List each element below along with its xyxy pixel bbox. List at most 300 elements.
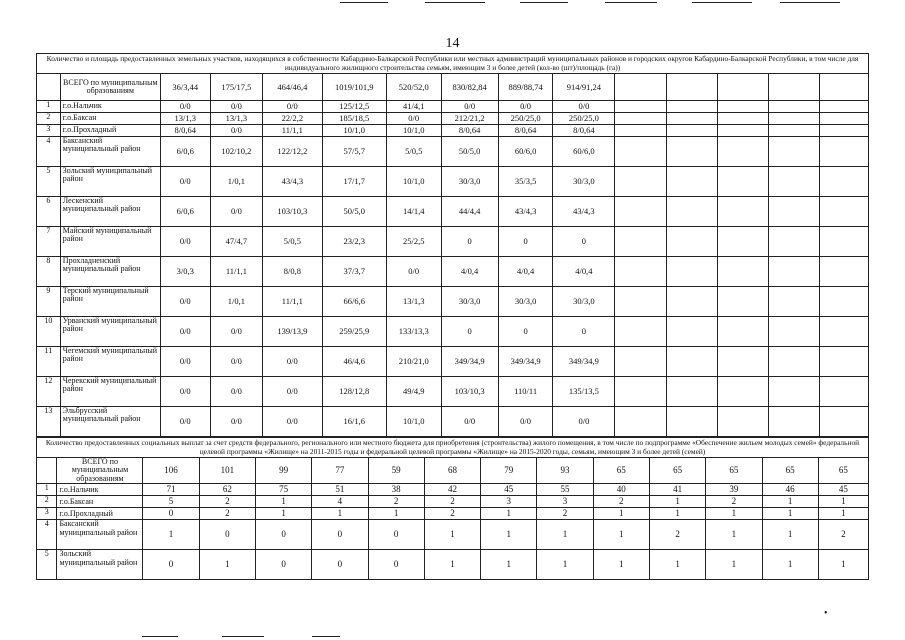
page-number: 14	[445, 36, 460, 51]
value-cell: 0/0	[441, 101, 498, 113]
municipality-name: Урванский муниципальный район	[60, 317, 160, 347]
value-cell: 2	[199, 508, 255, 520]
value-cell: 38	[368, 484, 424, 496]
value-cell: 46/4,6	[322, 347, 386, 377]
value-cell: 0/0	[386, 257, 441, 287]
value-cell	[820, 101, 869, 113]
row-number: 3	[37, 125, 61, 137]
value-cell: 0	[143, 550, 199, 580]
value-cell	[768, 101, 819, 113]
value-cell: 1	[762, 550, 818, 580]
value-cell: 1	[143, 520, 199, 550]
value-cell: 122/12,2	[263, 137, 323, 167]
municipality-name: г.о.Прохладный	[57, 508, 143, 520]
value-cell: 0/0	[160, 347, 210, 377]
value-cell: 0/0	[263, 407, 323, 437]
value-cell: 135/13,5	[553, 377, 615, 407]
value-cell: 0/0	[498, 407, 553, 437]
value-cell: 6/0,6	[160, 137, 210, 167]
total-value-cell: 175/17,5	[210, 74, 262, 101]
value-cell	[615, 113, 666, 125]
value-cell	[666, 113, 717, 125]
row-number: 4	[37, 137, 61, 167]
top-rule	[340, 2, 388, 3]
bottom-rule	[222, 636, 264, 637]
bottom-rule	[142, 636, 178, 637]
value-cell: 1	[424, 520, 480, 550]
value-cell: 1	[424, 550, 480, 580]
total-value-cell: 520/52,0	[386, 74, 441, 101]
value-cell	[666, 347, 717, 377]
value-cell: 71	[143, 484, 199, 496]
value-cell: 55	[537, 484, 593, 496]
value-cell: 17/1,7	[322, 167, 386, 197]
value-cell: 0	[143, 508, 199, 520]
value-cell: 4/0,4	[498, 257, 553, 287]
value-cell	[717, 167, 768, 197]
value-cell	[717, 137, 768, 167]
value-cell: 1	[649, 496, 705, 508]
value-cell: 0/0	[441, 407, 498, 437]
value-cell: 133/13,3	[386, 317, 441, 347]
value-cell: 46	[762, 484, 818, 496]
value-cell: 11/1,1	[263, 287, 323, 317]
value-cell: 25/2,5	[386, 227, 441, 257]
value-cell: 10/1,0	[386, 125, 441, 137]
table-row	[37, 550, 869, 580]
value-cell: 102/10,2	[210, 137, 262, 167]
value-cell: 47/4,7	[210, 227, 262, 257]
row-number: 5	[37, 550, 57, 580]
value-cell	[820, 377, 869, 407]
municipality-name: Баксанский муниципальный район	[57, 520, 143, 550]
total-value-cell: 101	[199, 458, 255, 484]
municipality-name: г.о.Прохладный	[60, 125, 160, 137]
value-cell	[768, 113, 819, 125]
total-value-cell: 99	[255, 458, 311, 484]
table-row	[37, 407, 869, 437]
value-cell: 50/5,0	[441, 137, 498, 167]
value-cell: 0	[199, 520, 255, 550]
bottom-rule	[312, 636, 340, 637]
value-cell: 0	[553, 317, 615, 347]
value-cell	[717, 287, 768, 317]
value-cell	[615, 377, 666, 407]
value-cell	[717, 113, 768, 125]
value-cell: 4/0,4	[441, 257, 498, 287]
value-cell: 2	[818, 520, 868, 550]
top-rule	[520, 2, 568, 3]
value-cell	[666, 287, 717, 317]
value-cell: 0/0	[553, 101, 615, 113]
value-cell	[615, 125, 666, 137]
value-cell: 30/3,0	[441, 167, 498, 197]
total-label: ВСЕГО по муниципальным образованиям	[60, 74, 160, 101]
value-cell: 8/0,64	[441, 125, 498, 137]
value-cell: 3	[537, 496, 593, 508]
value-cell: 30/3,0	[441, 287, 498, 317]
total-value-cell	[768, 74, 819, 101]
value-cell: 349/34,9	[498, 347, 553, 377]
value-cell: 0	[498, 227, 553, 257]
value-cell	[666, 407, 717, 437]
value-cell: 0/0	[210, 125, 262, 137]
row-number: 6	[37, 197, 61, 227]
land-plots-table	[36, 53, 869, 437]
value-cell: 0	[312, 520, 368, 550]
value-cell: 0	[441, 317, 498, 347]
social-payments-table	[36, 437, 869, 580]
value-cell: 1	[818, 550, 868, 580]
table-row	[37, 113, 869, 125]
value-cell: 60/6,0	[553, 137, 615, 167]
table-row	[37, 257, 869, 287]
value-cell	[666, 167, 717, 197]
value-cell: 139/13,9	[263, 317, 323, 347]
value-cell	[615, 407, 666, 437]
value-cell: 0/0	[210, 377, 262, 407]
row-number: 13	[37, 407, 61, 437]
total-value-cell: 889/88,74	[498, 74, 553, 101]
municipality-name: Зольский муниципальный район	[60, 167, 160, 197]
value-cell: 2	[368, 496, 424, 508]
value-cell	[768, 137, 819, 167]
value-cell: 0/0	[160, 287, 210, 317]
value-cell	[820, 167, 869, 197]
value-cell: 5/0,5	[263, 227, 323, 257]
scan-mark: •	[824, 608, 828, 619]
value-cell	[717, 227, 768, 257]
value-cell	[717, 197, 768, 227]
value-cell: 41/4,1	[386, 101, 441, 113]
municipality-name: г.о.Нальчик	[60, 101, 160, 113]
total-value-cell: 79	[481, 458, 537, 484]
value-cell: 66/6,6	[322, 287, 386, 317]
value-cell: 0/0	[160, 377, 210, 407]
value-cell: 0	[553, 227, 615, 257]
total-value-cell: 1019/101,9	[322, 74, 386, 101]
table-header: Количество и площадь предоставленных земельных участков, находящихся в собственности Кабардино-Балкарской Республики или местных администраций муниципальных районов и городских округов Кабардино-Балкарской Республики, в том числе для индивидуального жилищного строительства семьям, имеющим 3 и более детей (кол-во (шт)/площадь (га))	[37, 54, 869, 74]
value-cell: 45	[818, 484, 868, 496]
value-cell: 259/25,9	[322, 317, 386, 347]
value-cell: 1	[706, 520, 762, 550]
value-cell: 43/4,3	[263, 167, 323, 197]
value-cell	[666, 257, 717, 287]
row-number: 3	[37, 508, 57, 520]
value-cell	[768, 197, 819, 227]
value-cell: 1	[706, 550, 762, 580]
value-cell: 2	[537, 508, 593, 520]
total-value-cell: 914/91,24	[553, 74, 615, 101]
total-value-cell	[717, 74, 768, 101]
value-cell: 8/0,64	[498, 125, 553, 137]
value-cell: 1	[706, 508, 762, 520]
value-cell: 10/1,0	[386, 407, 441, 437]
value-cell: 60/6,0	[498, 137, 553, 167]
value-cell	[717, 347, 768, 377]
value-cell: 37/3,7	[322, 257, 386, 287]
municipality-name: г.о.Баксан	[57, 496, 143, 508]
value-cell	[820, 287, 869, 317]
total-value-cell: 36/3,44	[160, 74, 210, 101]
value-cell	[768, 167, 819, 197]
value-cell: 1	[255, 496, 311, 508]
total-value-cell: 68	[424, 458, 480, 484]
value-cell	[820, 317, 869, 347]
value-cell	[768, 227, 819, 257]
row-number: 9	[37, 287, 61, 317]
value-cell	[717, 101, 768, 113]
value-cell	[768, 287, 819, 317]
value-cell	[768, 407, 819, 437]
value-cell: 5/0,5	[386, 137, 441, 167]
value-cell	[615, 101, 666, 113]
value-cell	[666, 197, 717, 227]
value-cell: 42	[424, 484, 480, 496]
value-cell: 45	[481, 484, 537, 496]
value-cell: 1/0,1	[210, 287, 262, 317]
value-cell: 30/3,0	[498, 287, 553, 317]
table-row	[37, 167, 869, 197]
value-cell: 0/0	[553, 407, 615, 437]
total-row	[37, 74, 869, 101]
value-cell: 1	[312, 508, 368, 520]
value-cell: 250/25,0	[553, 113, 615, 125]
value-cell	[666, 317, 717, 347]
value-cell: 1	[537, 520, 593, 550]
value-cell: 1	[368, 508, 424, 520]
value-cell: 1	[593, 550, 649, 580]
value-cell: 10/1,0	[322, 125, 386, 137]
value-cell	[615, 197, 666, 227]
value-cell: 0/0	[263, 377, 323, 407]
value-cell	[666, 101, 717, 113]
value-cell: 1	[649, 508, 705, 520]
row-number: 10	[37, 317, 61, 347]
value-cell: 75	[255, 484, 311, 496]
value-cell: 35/3,5	[498, 167, 553, 197]
row-number: 4	[37, 520, 57, 550]
value-cell: 57/5,7	[322, 137, 386, 167]
value-cell: 3/0,3	[160, 257, 210, 287]
municipality-name: Лескенский муниципальный район	[60, 197, 160, 227]
value-cell	[768, 377, 819, 407]
total-label: ВСЕГО по муниципальным образованиям	[57, 458, 143, 484]
value-cell: 1	[481, 520, 537, 550]
value-cell: 43/4,3	[553, 197, 615, 227]
value-cell: 1	[762, 508, 818, 520]
value-cell: 0	[368, 520, 424, 550]
value-cell: 349/34,9	[441, 347, 498, 377]
row-number: 12	[37, 377, 61, 407]
municipality-name: Терский муниципальный район	[60, 287, 160, 317]
value-cell: 1	[537, 550, 593, 580]
municipality-name: Майский муниципальный район	[60, 227, 160, 257]
value-cell: 0/0	[263, 101, 323, 113]
value-cell: 128/12,8	[322, 377, 386, 407]
value-cell: 349/34,9	[553, 347, 615, 377]
value-cell	[820, 197, 869, 227]
value-cell	[615, 317, 666, 347]
row-number: 7	[37, 227, 61, 257]
table-header-row	[37, 54, 869, 74]
total-value-cell: 77	[312, 458, 368, 484]
municipality-name: Баксанский муниципальный район	[60, 137, 160, 167]
municipality-name: Черекский муниципальный район	[60, 377, 160, 407]
value-cell: 5	[143, 496, 199, 508]
row-number: 11	[37, 347, 61, 377]
value-cell: 11/1,1	[263, 125, 323, 137]
row-number: 8	[37, 257, 61, 287]
value-cell: 0	[255, 550, 311, 580]
value-cell: 10/1,0	[386, 167, 441, 197]
total-value-cell: 106	[143, 458, 199, 484]
value-cell: 13/1,3	[160, 113, 210, 125]
value-cell: 30/3,0	[553, 287, 615, 317]
value-cell: 2	[424, 496, 480, 508]
municipality-name: Зольский муниципальный район	[57, 550, 143, 580]
table-row	[37, 484, 869, 496]
value-cell: 11/1,1	[210, 257, 262, 287]
value-cell	[820, 227, 869, 257]
value-cell: 185/18,5	[322, 113, 386, 125]
total-value-cell: 65	[762, 458, 818, 484]
top-rule	[605, 2, 657, 3]
total-value-cell	[615, 74, 666, 101]
value-cell: 0	[368, 550, 424, 580]
value-cell: 1	[255, 508, 311, 520]
table-row	[37, 317, 869, 347]
value-cell: 13/1,3	[210, 113, 262, 125]
value-cell: 1	[481, 550, 537, 580]
total-value-cell: 464/46,4	[263, 74, 323, 101]
value-cell: 3	[481, 496, 537, 508]
total-value-cell: 65	[706, 458, 762, 484]
table-row	[37, 287, 869, 317]
value-cell: 0/0	[210, 101, 262, 113]
value-cell: 250/25,0	[498, 113, 553, 125]
value-cell: 103/10,3	[441, 377, 498, 407]
value-cell	[820, 257, 869, 287]
municipality-name: г.о.Нальчик	[57, 484, 143, 496]
value-cell: 103/10,3	[263, 197, 323, 227]
value-cell: 23/2,3	[322, 227, 386, 257]
row-number: 1	[37, 101, 61, 113]
value-cell: 51	[312, 484, 368, 496]
value-cell: 1	[649, 550, 705, 580]
total-value-cell: 65	[818, 458, 868, 484]
value-cell: 0/0	[160, 167, 210, 197]
total-row	[37, 458, 869, 484]
municipality-name: Чегемский муниципальный район	[60, 347, 160, 377]
value-cell: 212/21,2	[441, 113, 498, 125]
value-cell	[820, 137, 869, 167]
value-cell	[615, 347, 666, 377]
value-cell: 0/0	[160, 227, 210, 257]
value-cell	[717, 377, 768, 407]
value-cell: 30/3,0	[553, 167, 615, 197]
top-rule	[425, 2, 485, 3]
total-value-cell	[820, 74, 869, 101]
value-cell	[717, 257, 768, 287]
top-rule	[692, 2, 752, 3]
value-cell: 0/0	[210, 317, 262, 347]
total-value-cell: 830/82,84	[441, 74, 498, 101]
row-number: 2	[37, 113, 61, 125]
value-cell: 0/0	[386, 113, 441, 125]
table-row	[37, 496, 869, 508]
value-cell	[666, 377, 717, 407]
value-cell: 8/0,64	[553, 125, 615, 137]
value-cell: 1	[481, 508, 537, 520]
value-cell: 16/1,6	[322, 407, 386, 437]
total-value-cell: 93	[537, 458, 593, 484]
total-value-cell: 59	[368, 458, 424, 484]
table-row	[37, 227, 869, 257]
value-cell: 2	[593, 496, 649, 508]
table-header: Количество предоставленных социальных выплат за счет средств федерального, регионального или местного бюджета для приобретения (строительства) жилого помещения, в том числе по подпрограмме «Обеспечение жильем молодых семей» федеральной целевой программы «Жилище» на 2011-2015 годы и федеральной целевой программы «Жилище» на 2015-2020 годы, семьям, имеющим 3 и более детей (семей)	[37, 438, 869, 458]
value-cell: 44/4,4	[441, 197, 498, 227]
value-cell	[820, 113, 869, 125]
value-cell	[820, 347, 869, 377]
value-cell: 49/4,9	[386, 377, 441, 407]
value-cell: 8/0,64	[160, 125, 210, 137]
value-cell: 210/21,0	[386, 347, 441, 377]
value-cell	[666, 125, 717, 137]
municipality-name: г.о.Баксан	[60, 113, 160, 125]
value-cell: 2	[649, 520, 705, 550]
row-number: 5	[37, 167, 61, 197]
value-cell: 4/0,4	[553, 257, 615, 287]
total-value-cell	[666, 74, 717, 101]
value-cell: 1	[818, 508, 868, 520]
value-cell: 0/0	[160, 407, 210, 437]
value-cell: 0	[312, 550, 368, 580]
value-cell: 0	[498, 317, 553, 347]
value-cell	[615, 287, 666, 317]
row-number-cell	[37, 74, 61, 101]
value-cell: 0	[441, 227, 498, 257]
value-cell: 41	[649, 484, 705, 496]
value-cell: 0/0	[498, 101, 553, 113]
value-cell	[717, 407, 768, 437]
value-cell: 1	[762, 496, 818, 508]
value-cell: 2	[424, 508, 480, 520]
table-row	[37, 197, 869, 227]
value-cell: 40	[593, 484, 649, 496]
table-row	[37, 520, 869, 550]
value-cell: 50/5,0	[322, 197, 386, 227]
value-cell: 2	[199, 496, 255, 508]
value-cell: 4	[312, 496, 368, 508]
value-cell	[768, 347, 819, 377]
value-cell: 0/0	[160, 317, 210, 347]
value-cell	[615, 167, 666, 197]
table-row	[37, 508, 869, 520]
value-cell: 8/0,8	[263, 257, 323, 287]
municipality-name: Прохладненский муниципальный район	[60, 257, 160, 287]
value-cell: 6/0,6	[160, 197, 210, 227]
value-cell: 43/4,3	[498, 197, 553, 227]
value-cell	[615, 227, 666, 257]
row-number-cell	[37, 458, 57, 484]
total-value-cell: 65	[593, 458, 649, 484]
value-cell	[666, 227, 717, 257]
value-cell	[768, 125, 819, 137]
table-header-row	[37, 438, 869, 458]
value-cell	[820, 125, 869, 137]
value-cell	[768, 317, 819, 347]
